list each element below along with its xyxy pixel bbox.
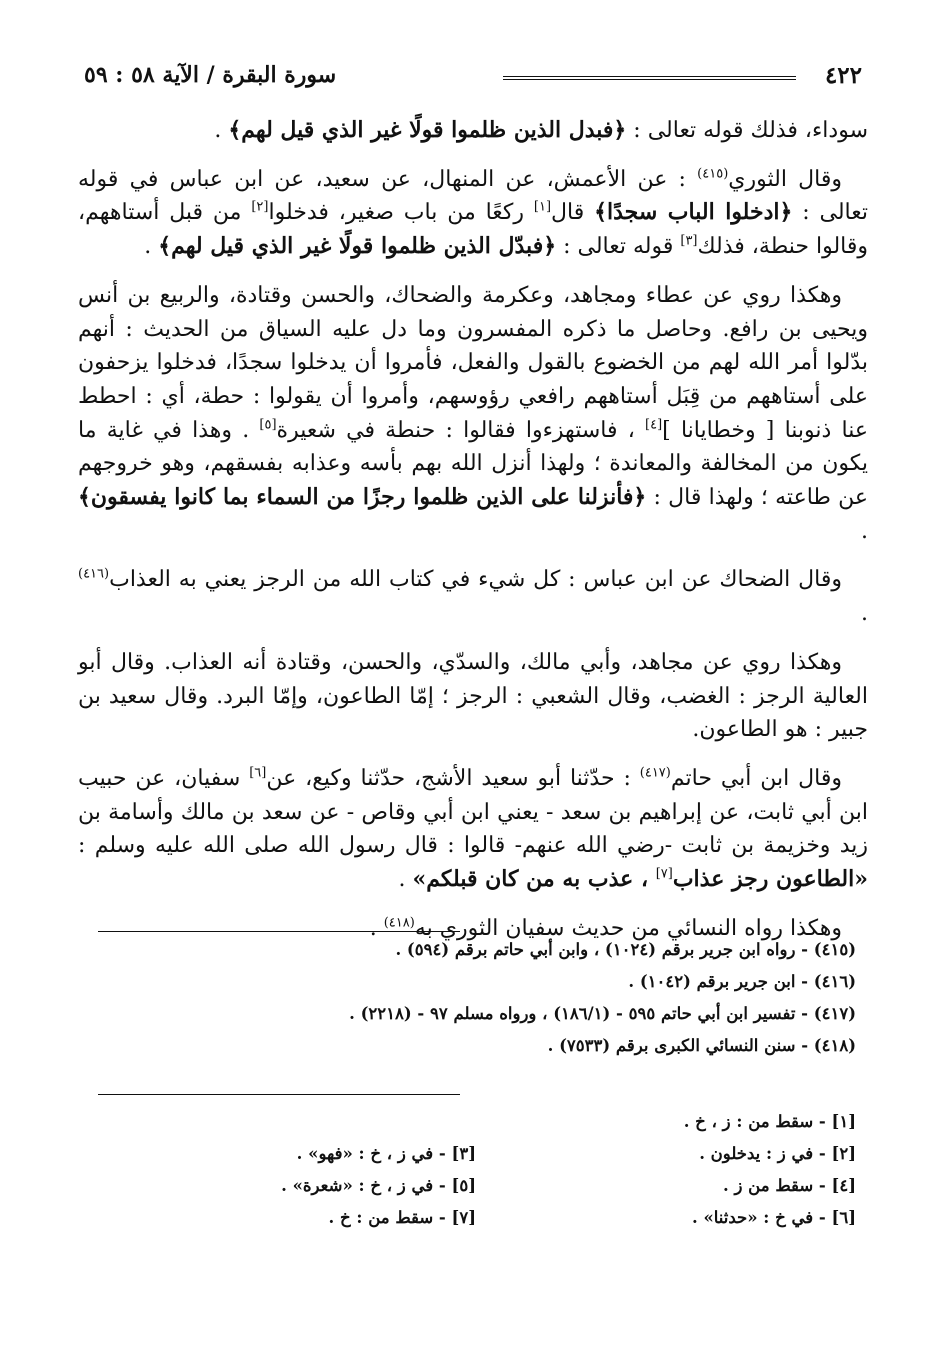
quran-quote: ﴿فبدّل الذين ظلموا قولًا غير الذي قيل لهم﴾ (158, 233, 557, 260)
paragraph-4: وقال الضحاك عن ابن عباس : كل شيء في كتاب الله من الرجز يعني به العذاب$^{(٤١٦)}$ . (78, 567, 868, 627)
paragraph-6: وقال ابن أبي حاتم$^{(٤١٧)}$ : حدّثنا أبو سعيد الأشج، حدّثنا وكيع، عن[٦] سفيان، عن حبيب ابن أبي ثابت، عن إبراهيم بن سعد - يعني ابن أبي وقاص - عن سعد بن مالك وأسامة بن زيد وخزيمة بن ثابت -رضي الله عنهم- قالوا : قال رسول الله صلى الله عليه وسلم : «الطاعون رجز عذاب[٧] ، عذب به من كان قبلكم» . (78, 765, 868, 893)
header-rule (503, 76, 796, 80)
variant-note: [١] - سقط من : ز ، خ . (683, 1112, 856, 1131)
variant-ref: [٧] (655, 866, 673, 882)
variant-note: [٦] - في خ : «حدثنا» . (691, 1208, 856, 1227)
variant-ref: [١] (533, 200, 552, 216)
paragraph-5: وهكذا روي عن مجاهد، وأبي مالك، والسدّي، والحسن، وقتادة أنه العذاب. وقال أبو العالية الرجز : الغضب، وقال الشعبي : الرجز ؛ إمّا الطاعون، وإمّا البرد. وقال سعيد بن جبير : هو الطاعون. (78, 649, 868, 743)
quran-quote: ﴿فبدل الذين ظلموا قولًا غير الذي قيل لهم﴾ (228, 117, 627, 143)
paragraph-1: سوداء، فذلك قوله تعالى : ﴿فبدل الذين ظلموا قولًا غير الذي قيل لهم﴾ . (214, 117, 868, 143)
hadith-quote: «الطاعون رجز عذاب (672, 866, 868, 893)
variant-note: [٥] - في ز ، خ : «شعرة» . (281, 1176, 476, 1195)
book-page (78, 58, 868, 1308)
variant-ref: [٢] (251, 200, 269, 216)
paragraph-3: وهكذا روي عن عطاء ومجاهد، وعكرمة والضحاك، والحسن وقتادة، والربيع بن أنس ويحيى بن رافع. وحاصل ما ذكره المفسرون وما دل عليه السياق من الحديث : أنهم بدّلوا أمر الله لهم من الخضوع بالقول والفعل، فأمروا أن يدخلوا سجدًا، فدخلوا يزحفون على أستاههم من قِبَل أستاههم رافعي رؤوسهم، وأمروا أن يقولوا : حطة، أي : احطط عنا ذنوبنا [ وخطايانا ][٤] ، فاستهزءوا فقالوا : حنطة في شعيرة[٥] . وهذا في غاية ما يكون من المخالفة والمعاندة ؛ ولهذا أنزل الله بهم بأسه وعذابه بفسقهم، وهو خروجهم عن طاعته ؛ ولهذا قال : ﴿فأنزلنا على الذين ظلموا رجزًا من السماء بما كانوا يفسقون﴾ . (78, 282, 869, 544)
footnote-ref: (٤١٦) (78, 567, 110, 583)
variant-note: [٤] - سقط من ز . (722, 1176, 856, 1195)
variant-ref: [٣] (680, 233, 698, 249)
footnote-ref: (٤١٥) (697, 166, 729, 182)
variant-note: [٢] - في ز : يدخلون . (699, 1144, 856, 1163)
footnotes-divider (98, 931, 460, 932)
footnotes (78, 934, 856, 1062)
variants-column-left (216, 1138, 476, 1234)
variants-column-right (616, 1106, 856, 1234)
quran-quote: ﴿فأنزلنا على الذين ظلموا رجزًا من السماء بما كانوا يفسقون﴾ (78, 484, 647, 511)
footnote-item: (٤١٥) - رواه ابن جرير برقم (١٠٢٤) ، وابن أبي حاتم برقم (٥٩٤) . (395, 940, 856, 959)
running-title: سورة البقرة / الآية ٥٨ : ٥٩ (84, 62, 337, 88)
quran-quote: ﴿ادخلوا الباب سجدًا﴾ (594, 199, 793, 226)
hadith-quote: ، عذب به من كان قبلكم» (412, 866, 656, 893)
variant-ref: [٥] (259, 417, 277, 433)
paragraph-2: وقال الثوري$^{(٤١٥)}$ : عن الأعمش، عن المنهال، عن سعيد، عن ابن عباس في قوله تعالى : ﴿ادخلوا الباب سجدًا﴾ قال[١] ركعًا من باب صغير، فدخلوا[٢] من قبل أستاههم، وقالوا حنطة، فذلك[٣] قوله تعالى : ﴿فبدّل الذين ظلموا قولًا غير الذي قيل لهم﴾ . (78, 166, 868, 260)
variants-divider (98, 1094, 460, 1095)
footnote-item: (٤١٦) - ابن جرير برقم (١٠٤٢) . (628, 972, 856, 991)
footnote-ref: (٤١٧) (639, 765, 671, 781)
footnote-item: (٤١٧) - تفسير ابن أبي حاتم ٥٩٥ - (١٨٦/١) ، ورواه مسلم ٩٧ - (٢٢١٨) . (349, 1004, 856, 1023)
variant-note: [٧] - سقط من : خ . (328, 1208, 476, 1227)
variant-ref: [٤] (645, 417, 663, 433)
variant-ref: [٦] (249, 765, 267, 781)
main-text (78, 114, 868, 960)
page-header (78, 58, 868, 98)
footnote-ref: (٤١٨) (383, 915, 415, 931)
variant-note: [٣] - في ز ، خ : «فهو» . (296, 1144, 476, 1163)
paragraph-7: وهكذا رواه النسائي من حديث سفيان الثوري به$^{(٤١٨)}$ . (369, 915, 842, 941)
footnote-item: (٤١٨) - سنن النسائي الكبرى برقم (٧٥٣٣) . (547, 1036, 856, 1055)
page-number: ٤٢٢ (824, 62, 862, 89)
